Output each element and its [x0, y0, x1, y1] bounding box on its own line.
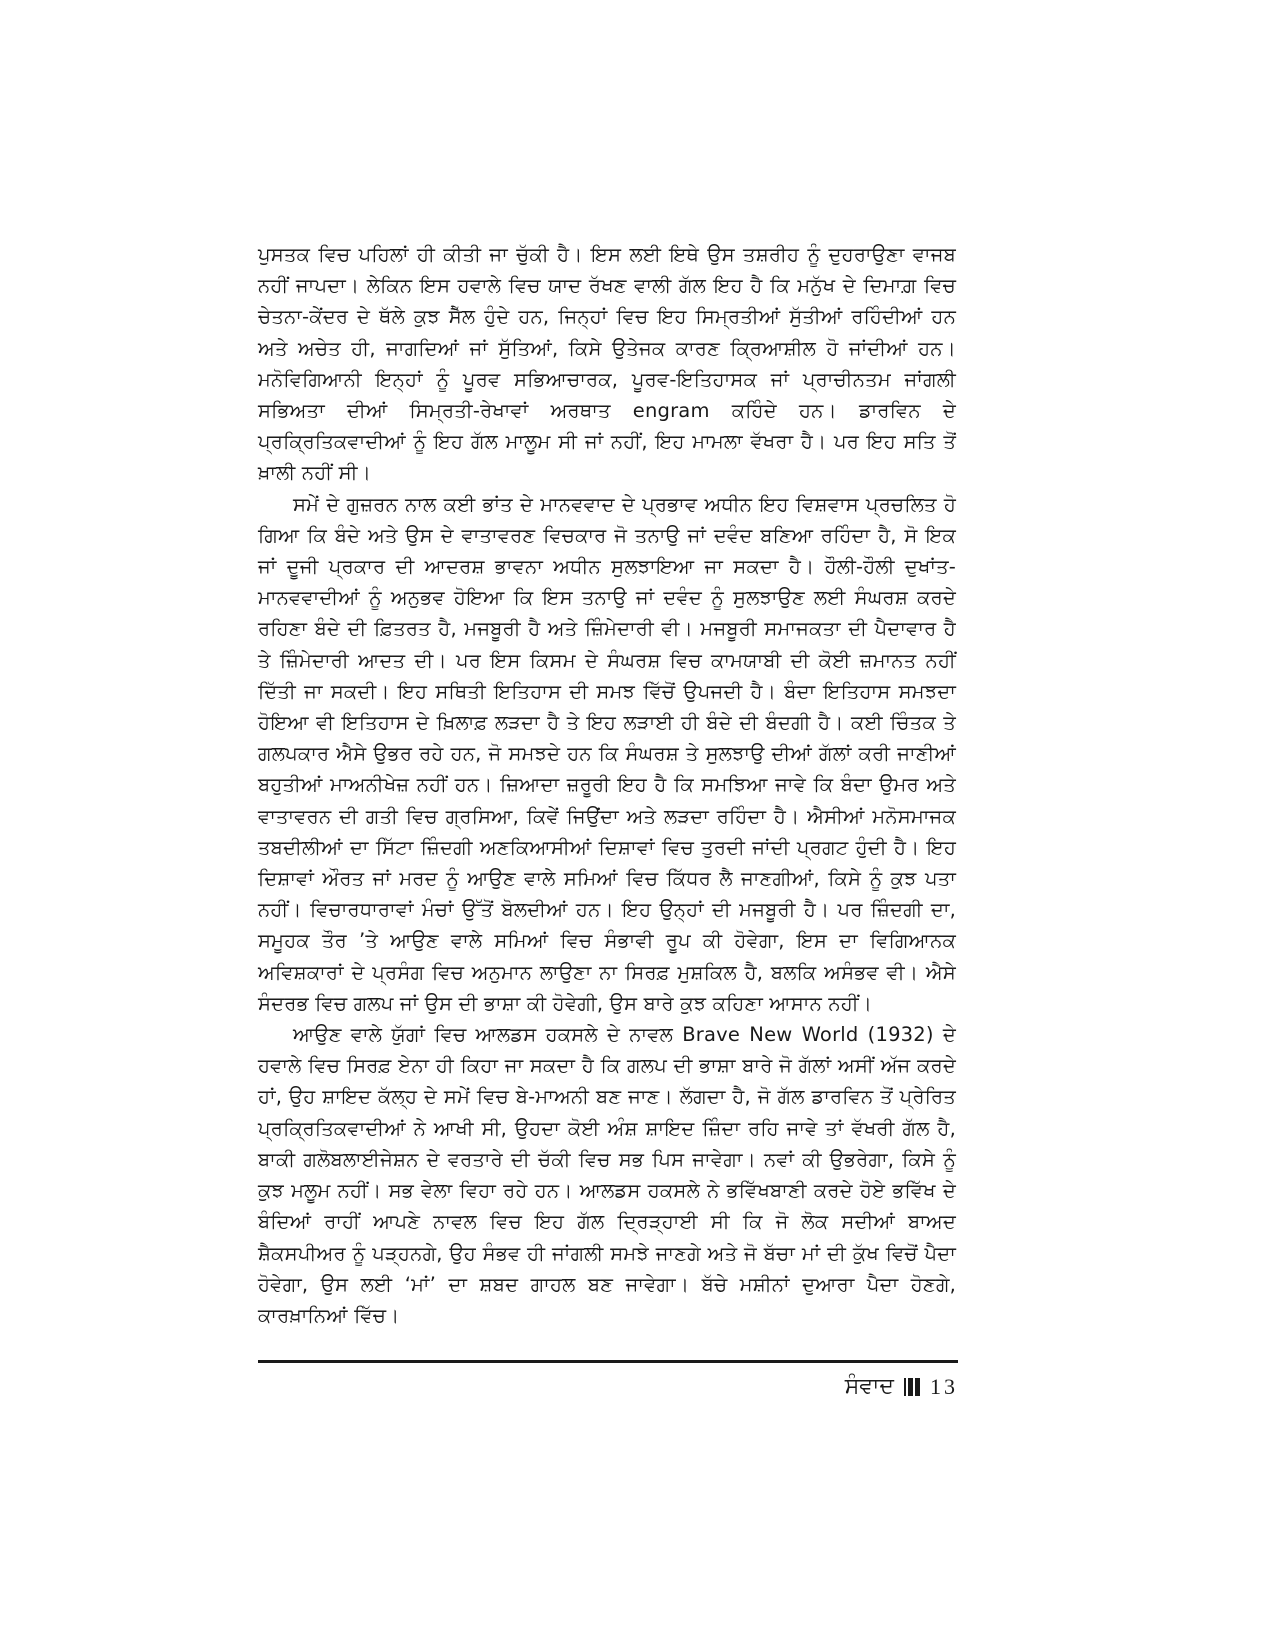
page-footer: [845, 1372, 958, 1402]
page-number: 13: [930, 1374, 958, 1399]
paragraph-3: ਆਉਣ ਵਾਲੇ ਯੁੱਗਾਂ ਵਿਚ ਆਲਡਸ ਹਕਸਲੇ ਦੇ ਨਾਵਲ Brave New World (1932) ਦੇ ਹਵਾਲੇ ਵਿਚ ਸਿਰਫ਼ ਏਨਾ ਹੀ ਕਿਹਾ ਜਾ ਸਕਦਾ ਹੈ ਕਿ ਗਲਪ ਦੀ ਭਾਸ਼ਾ ਬਾਰੇ ਜੋ ਗੱਲਾਂ ਅਸੀਂ ਅੱਜ ਕਰਦੇ ਹਾਂ, ਉਹ ਸ਼ਾਇਦ ਕੱਲ੍ਹ ਦੇ ਸਮੇਂ ਵਿਚ ਬੇ-ਮਾਅਨੀ ਬਣ ਜਾਣ। ਲੱਗਦਾ ਹੈ, ਜੋ ਗੱਲ ਡਾਰਵਿਨ ਤੋਂ ਪ੍ਰੇਰਿਤ ਪ੍ਰਕ੍ਰਿਤਿਕਵਾਦੀਆਂ ਨੇ ਆਖੀ ਸੀ, ਉਹਦਾ ਕੋਈ ਅੰਸ਼ ਸ਼ਾਇਦ ਜ਼ਿੰਦਾ ਰਹਿ ਜਾਵੇ ਤਾਂ ਵੱਖਰੀ ਗੱਲ ਹੈ, ਬਾਕੀ ਗਲੋਬਲਾਈਜੇਸ਼ਨ ਦੇ ਵਰਤਾਰੇ ਦੀ ਚੱਕੀ ਵਿਚ ਸਭ ਪਿਸ ਜਾਵੇਗਾ। ਨਵਾਂ ਕੀ ਉਭਰੇਗਾ, ਕਿਸੇ ਨੂੰ ਕੁਝ ਮਲੂਮ ਨਹੀਂ। ਸਭ ਵੇਲਾ ਵਿਹਾ ਰਹੇ ਹਨ। ਆਲਡਸ ਹਕਸਲੇ ਨੇ ਭਵਿੱਖਬਾਣੀ ਕਰਦੇ ਹੋਏ ਭਵਿੱਖ ਦੇ ਬੰਦਿਆਂ ਰਾਹੀਂ ਆਪਣੇ ਨਾਵਲ ਵਿਚ ਇਹ ਗੱਲ ਦ੍ਰਿੜ੍ਹਾਈ ਸੀ ਕਿ ਜੋ ਲੋਕ ਸਦੀਆਂ ਬਾਅਦ ਸ਼ੈਕਸਪੀਅਰ ਨੂੰ ਪੜ੍ਹਨਗੇ, ਉਹ ਸੰਭਵ ਹੀ ਜਾਂਗਲੀ ਸਮਝੇ ਜਾਣਗੇ ਅਤੇ ਜੋ ਬੱਚਾ ਮਾਂ ਦੀ ਕੁੱਖ ਵਿਚੋਂ ਪੈਦਾ ਹੋਵੇਗਾ, ਉਸ ਲਈ ‘ਮਾਂ’ ਦਾ ਸ਼ਬਦ ਗਾਹਲ ਬਣ ਜਾਵੇਗਾ। ਬੱਚੇ ਮਸ਼ੀਨਾਂ ਦੁਆਰਾ ਪੈਦਾ ਹੋਣਗੇ, ਕਾਰਖ਼ਾਨਿਆਂ ਵਿੱਚ।: [258, 1023, 956, 1327]
paragraph-2: ਸਮੇਂ ਦੇ ਗੁਜ਼ਰਨ ਨਾਲ ਕਈ ਭਾਂਤ ਦੇ ਮਾਨਵਵਾਦ ਦੇ ਪ੍ਰਭਾਵ ਅਧੀਨ ਇਹ ਵਿਸ਼ਵਾਸ ਪ੍ਰਚਲਿਤ ਹੋ ਗਿਆ ਕਿ ਬੰਦੇ ਅਤੇ ਉਸ ਦੇ ਵਾਤਾਵਰਣ ਵਿਚਕਾਰ ਜੋ ਤਨਾਉ ਜਾਂ ਦਵੰਦ ਬਣਿਆ ਰਹਿੰਦਾ ਹੈ, ਸੋ ਇਕ ਜਾਂ ਦੂਜੀ ਪ੍ਰਕਾਰ ਦੀ ਆਦਰਸ਼ ਭਾਵਨਾ ਅਧੀਨ ਸੁਲਝਾਇਆ ਜਾ ਸਕਦਾ ਹੈ। ਹੌਲੀ-ਹੌਲੀ ਦੁਖਾਂਤ-ਮਾਨਵਵਾਦੀਆਂ ਨੂੰ ਅਨੁਭਵ ਹੋਇਆ ਕਿ ਇਸ ਤਨਾਉ ਜਾਂ ਦਵੰਦ ਨੂੰ ਸੁਲਝਾਉਣ ਲਈ ਸੰਘਰਸ਼ ਕਰਦੇ ਰਹਿਣਾ ਬੰਦੇ ਦੀ ਫ਼ਿਤਰਤ ਹੈ, ਮਜਬੂਰੀ ਹੈ ਅਤੇ ਜ਼ਿੰਮੇਦਾਰੀ ਵੀ। ਮਜਬੂਰੀ ਸਮਾਜਕਤਾ ਦੀ ਪੈਦਾਵਾਰ ਹੈ ਤੇ ਜ਼ਿੰਮੇਦਾਰੀ ਆਦਤ ਦੀ। ਪਰ ਇਸ ਕਿਸਮ ਦੇ ਸੰਘਰਸ਼ ਵਿਚ ਕਾਮਯਾਬੀ ਦੀ ਕੋਈ ਜ਼ਮਾਨਤ ਨਹੀਂ ਦਿੱਤੀ ਜਾ ਸਕਦੀ। ਇਹ ਸਥਿਤੀ ਇਤਿਹਾਸ ਦੀ ਸਮਝ ਵਿੱਚੋਂ ਉਪਜਦੀ ਹੈ। ਬੰਦਾ ਇਤਿਹਾਸ ਸਮਝਦਾ ਹੋਇਆ ਵੀ ਇਤਿਹਾਸ ਦੇ ਖ਼ਿਲਾਫ਼ ਲੜਦਾ ਹੈ ਤੇ ਇਹ ਲੜਾਈ ਹੀ ਬੰਦੇ ਦੀ ਬੰਦਗੀ ਹੈ। ਕਈ ਚਿੰਤਕ ਤੇ ਗਲਪਕਾਰ ਐਸੇ ਉਭਰ ਰਹੇ ਹਨ, ਜੋ ਸਮਝਦੇ ਹਨ ਕਿ ਸੰਘਰਸ਼ ਤੇ ਸੁਲਝਾਉ ਦੀਆਂ ਗੱਲਾਂ ਕਰੀ ਜਾਣੀਆਂ ਬਹੁਤੀਆਂ ਮਾਅਨੀਖੇਜ਼ ਨਹੀਂ ਹਨ। ਜ਼ਿਆਦਾ ਜ਼ਰੂਰੀ ਇਹ ਹੈ ਕਿ ਸਮਝਿਆ ਜਾਵੇ ਕਿ ਬੰਦਾ ਉਮਰ ਅਤੇ ਵਾਤਾਵਰਨ ਦੀ ਗਤੀ ਵਿਚ ਗ੍ਰਸਿਆ, ਕਿਵੇਂ ਜਿਉਂਦਾ ਅਤੇ ਲੜਦਾ ਰਹਿੰਦਾ ਹੈ। ਐਸੀਆਂ ਮਨੋਸਮਾਜਕ ਤਬਦੀਲੀਆਂ ਦਾ ਸਿੱਟਾ ਜ਼ਿੰਦਗੀ ਅਣਕਿਆਸੀਆਂ ਦਿਸ਼ਾਵਾਂ ਵਿਚ ਤੁਰਦੀ ਜਾਂਦੀ ਪ੍ਰਗਟ ਹੁੰਦੀ ਹੈ। ਇਹ ਦਿਸ਼ਾਵਾਂ ਔਰਤ ਜਾਂ ਮਰਦ ਨੂੰ ਆਉਣ ਵਾਲੇ ਸਮਿਆਂ ਵਿਚ ਕਿੱਧਰ ਲੈ ਜਾਣਗੀਆਂ, ਕਿਸੇ ਨੂੰ ਕੁਝ ਪਤਾ ਨਹੀਂ। ਵਿਚਾਰਧਾਰਾਵਾਂ ਮੰਚਾਂ ਉੱਤੋਂ ਬੋਲਦੀਆਂ ਹਨ। ਇਹ ਉਨ੍ਹਾਂ ਦੀ ਮਜਬੂਰੀ ਹੈ। ਪਰ ਜ਼ਿੰਦਗੀ ਦਾ, ਸਮੂਹਕ ਤੌਰ ’ਤੇ ਆਉਣ ਵਾਲੇ ਸਮਿਆਂ ਵਿਚ ਸੰਭਾਵੀ ਰੂਪ ਕੀ ਹੋਵੇਗਾ, ਇਸ ਦਾ ਵਿਗਿਆਨਕ ਅਵਿਸ਼ਕਾਰਾਂ ਦੇ ਪ੍ਰਸੰਗ ਵਿਚ ਅਨੁਮਾਨ ਲਾਉਣਾ ਨਾ ਸਿਰਫ਼ ਮੁਸ਼ਕਿਲ ਹੈ, ਬਲਕਿ ਅਸੰਭਵ ਵੀ। ਐਸੇ ਸੰਦਰਭ ਵਿਚ ਗਲਪ ਜਾਂ ਉਸ ਦੀ ਭਾਸ਼ਾ ਕੀ ਹੋਵੇਗੀ, ਉਸ ਬਾਰੇ ਕੁਝ ਕਹਿਣਾ ਆਸਾਨ ਨਹੀਂ।: [258, 492, 956, 1015]
paragraph-1: ਪੁਸਤਕ ਵਿਚ ਪਹਿਲਾਂ ਹੀ ਕੀਤੀ ਜਾ ਚੁੱਕੀ ਹੈ। ਇਸ ਲਈ ਇਥੇ ਉਸ ਤਸ਼ਰੀਹ ਨੂੰ ਦੁਹਰਾਉਣਾ ਵਾਜਬ ਨਹੀਂ ਜਾਪਦਾ। ਲੇਕਿਨ ਇਸ ਹਵਾਲੇ ਵਿਚ ਯਾਦ ਰੱਖਣ ਵਾਲੀ ਗੱਲ ਇਹ ਹੈ ਕਿ ਮਨੁੱਖ ਦੇ ਦਿਮਾਗ਼ ਵਿਚ ਚੇਤਨਾ-ਕੇਂਦਰ ਦੇ ਥੱਲੇ ਕੁਝ ਸੈੱਲ ਹੁੰਦੇ ਹਨ, ਜਿਨ੍ਹਾਂ ਵਿਚ ਇਹ ਸਿਮ੍ਰਤੀਆਂ ਸੁੱਤੀਆਂ ਰਹਿੰਦੀਆਂ ਹਨ ਅਤੇ ਅਚੇਤ ਹੀ, ਜਾਗਦਿਆਂ ਜਾਂ ਸੁੱਤਿਆਂ, ਕਿਸੇ ਉਤੇਜਕ ਕਾਰਣ ਕ੍ਰਿਆਸ਼ੀਲ ਹੋ ਜਾਂਦੀਆਂ ਹਨ। ਮਨੋਵਿਗਿਆਨੀ ਇਨ੍ਹਾਂ ਨੂੰ ਪੂਰਵ ਸਭਿਆਚਾਰਕ, ਪੂਰਵ-ਇਤਿਹਾਸਕ ਜਾਂ ਪ੍ਰਾਚੀਨਤਮ ਜਾਂਗਲੀ ਸਭਿਅਤਾ ਦੀਆਂ ਸਿਮ੍ਰਤੀ-ਰੇਖਾਵਾਂ ਅਰਥਾਤ engram ਕਹਿੰਦੇ ਹਨ। ਡਾਰਵਿਨ ਦੇ ਪ੍ਰਕ੍ਰਿਤਿਕਵਾਦੀਆਂ ਨੂੰ ਇਹ ਗੱਲ ਮਾਲੂਮ ਸੀ ਜਾਂ ਨਹੀਂ, ਇਹ ਮਾਮਲਾ ਵੱਖਰਾ ਹੈ। ਪਰ ਇਹ ਸਤਿ ਤੋਂ ਖ਼ਾਲੀ ਨਹੀਂ ਸੀ।: [258, 243, 956, 485]
body-text: [258, 239, 956, 1331]
bars-ornament-icon: [904, 1377, 920, 1397]
footer-rule: [258, 1360, 958, 1363]
journal-title: ਸੰਵਾਦ: [844, 1374, 894, 1399]
